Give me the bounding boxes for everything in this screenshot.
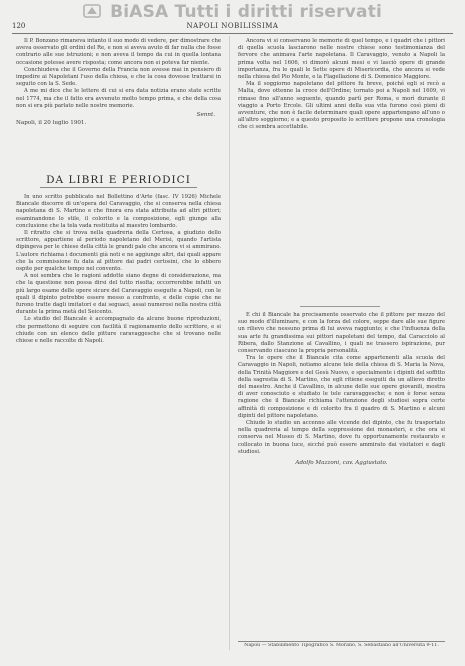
article-signature: Adolfo Mazzoni, cav. Aggiustato. (295, 460, 388, 467)
signature: Sennt. (196, 112, 215, 119)
section-rule (40, 187, 197, 188)
dateline: Napoli, il 20 luglio 1901. (16, 120, 87, 127)
watermark (0, 2, 465, 24)
left-column-top (16, 38, 221, 127)
right-paragraph-5: Chiude lo studio un accenno alle vicende del dipinto, che fu trasportato nella quadreria al tempo della soppressione dei monasteri, e che ora si conserva nel Museo di S. Martino, dove fu opportunamente restaurato e collocato in buona luce, sicché può essere ammirato dai visitatori e dagli studiosi. (238, 420, 445, 455)
body-paragraph-4: Lo studio del Biancale è accompagnato da alcune buone riproduzioni, che permettono di seguire con facilità il ragionamento dello scrittore, e si chiude con un elenco delle pitture caravaggesche che si trovano nelle chiese e nelle raccolte di Napoli. (16, 316, 221, 345)
section-title: DA LIBRI E PERIODICI (46, 174, 191, 186)
right-column-top (238, 38, 445, 132)
running-title: NAPOLI NOBILISSIMA (186, 22, 279, 30)
body-paragraph-3: A noi sembra che le ragioni addotte siano degne di considerazione, ma che la questione non possa dirsi del tutto risolta; occorrerebbe infatti un più largo esame delle opere sicure del Caravaggio eseguite a Napoli, con le quali il dipinto potrebbe essere messo a confronto, e delle copie che ne furono tratte dagli imitatori e dai seguaci, assai numerosi nella nostra città durante la prima metà del Seicento. (16, 273, 221, 316)
intro-paragraph-2: Conchiudeva che il Governo della Francia non avesse mai in pensiero di impedire ai Napoletani l'uso della chiesa, e che la cosa dovesse trattarsi in seguito con la S. Sede. (16, 66, 221, 88)
body-paragraph-1: In uno scritto pubblicato nel Bollettino d'Arte (fasc. IV 1926) Michele Biancale discorre di un'opera del Caravaggio, che si conserva nella chiesa napoletana di S. Martino e che finora era stata attribuita ad altri pittori; esaminandone lo stile, il colorito e la composizione, egli giunge alla conclusione che la tela vada restituita al maestro lombardo. (16, 194, 221, 229)
header-rule (12, 33, 453, 34)
printer-imprint: Napoli — Stabilimento Tipografico S. Morano, S. Sebastiano all'Università 9-11. (244, 643, 439, 648)
right-paragraph-1: Ancora vi si conservano le memorie di quel tempo, e i quadri che i pittori di quella scuola lasciarono nelle nostre chiese sono testimonianza del fervore che animava l'arte napoletana. Il Caravaggio, venuto a Napoli la prima volta nel 1606, vi dimorò alcuni mesi e vi lasciò opere di grande importanza, fra le quali le Sette opere di Misericordia, che ancora si vede nella chiesa del Pio Monte, e la Flagellazione di S. Domenico Maggiore. (238, 38, 445, 81)
body-paragraph-2: Il ritratto che si trova nella quadreria della Certosa, a giudizio dello scrittore, appartiene al periodo napoletano del Merisi, quando l'artista dipingeva per le chiese della città le grandi pale che ancora vi si ammirano. L'autore richiama i documenti già noti e ne aggiunge altri, dai quali appare che la commissione fu data al pittore dai padri certosini, che lo ebbero ospite per qualche tempo nel convento. (16, 230, 221, 273)
biasa-logo-icon (83, 3, 101, 24)
left-column-body (16, 194, 221, 345)
column-divider (229, 36, 230, 650)
watermark-text: BiASA Tutti i diritti riservati (110, 2, 383, 22)
footer-rule (238, 641, 445, 642)
intro-paragraph-3: A me mi dice che le lettere di cui si era data notizia erano state scritte nel 1774, ma che il fatto era avvenuto molto tempo prima, e che della cosa non si era più parlato nelle nostre memorie. (16, 88, 221, 109)
intro-paragraph-1: Il P. Bonzano rimaneva intanto il suo modo di vedere, per dimostrare che aveva osservato gli ordini del Re, e non si aveva avuto di far nulla che fosse contrario alle sue istruzioni; e non aveva il tempo da cui in quella lontana occasione potesse avere risposta; come ancora non si poteva far niente. (16, 38, 221, 66)
right-paragraph-2: Ma il soggiorno napoletano del pittore fu breve, poiché egli si recò a Malta, dove ottenne la croce dell'Ordine; tornato poi a Napoli nel 1609, vi rimase fino all'anno seguente, quando partì per Roma, e morì durante il viaggio a Porto Ercole. Gli ultimi anni della sua vita furono così pieni di avventure, che non è facile determinare quali opere appartengano all'uno o all'altro soggiorno; e a questo proposito lo scrittore propone una cronologia che ci sembra accettabile. (238, 81, 445, 131)
right-paragraph-3: E chi il Biancale ha precisamente osservato che il pittore per mezzo del suo modo d'illuminare, e con la forza del colore, seppe dare alle sue figure un rilievo che nessuno prima di lui aveva raggiunto; e che l'influenza della sua arte fu grandissima sui pittori napoletani del tempo, dal Caracciolo al Ribera, dallo Stanzione al Cavallino, i quali ne trassero ispirazione, pur conservando ciascuno la propria personalità. (238, 312, 445, 355)
right-separator (300, 306, 380, 307)
right-paragraph-4: Tra le opere che il Biancale cita come appartenenti alla scuola del Caravaggio in Napoli, notiamo alcune tele della chiesa di S. Maria la Nova, della Trinità Maggiore e del Gesù Nuovo, e specialmente i dipinti del soffitto della sagrestia di S. Martino, che egli ritiene eseguiti da un allievo diretto del maestro. Anche il Cavallino, in alcune delle sue opere giovanili, mostra di aver conosciuto e studiato le tele caravaggesche; e non è forse senza ragione che il Biancale richiama l'attenzione degli studiosi sopra certe affinità di composizione e di colorito fra il quadro di S. Martino e alcuni dipinti del pittore napoletano. (238, 355, 445, 419)
page-number: 120 (12, 22, 26, 30)
right-column-bottom (238, 312, 445, 467)
